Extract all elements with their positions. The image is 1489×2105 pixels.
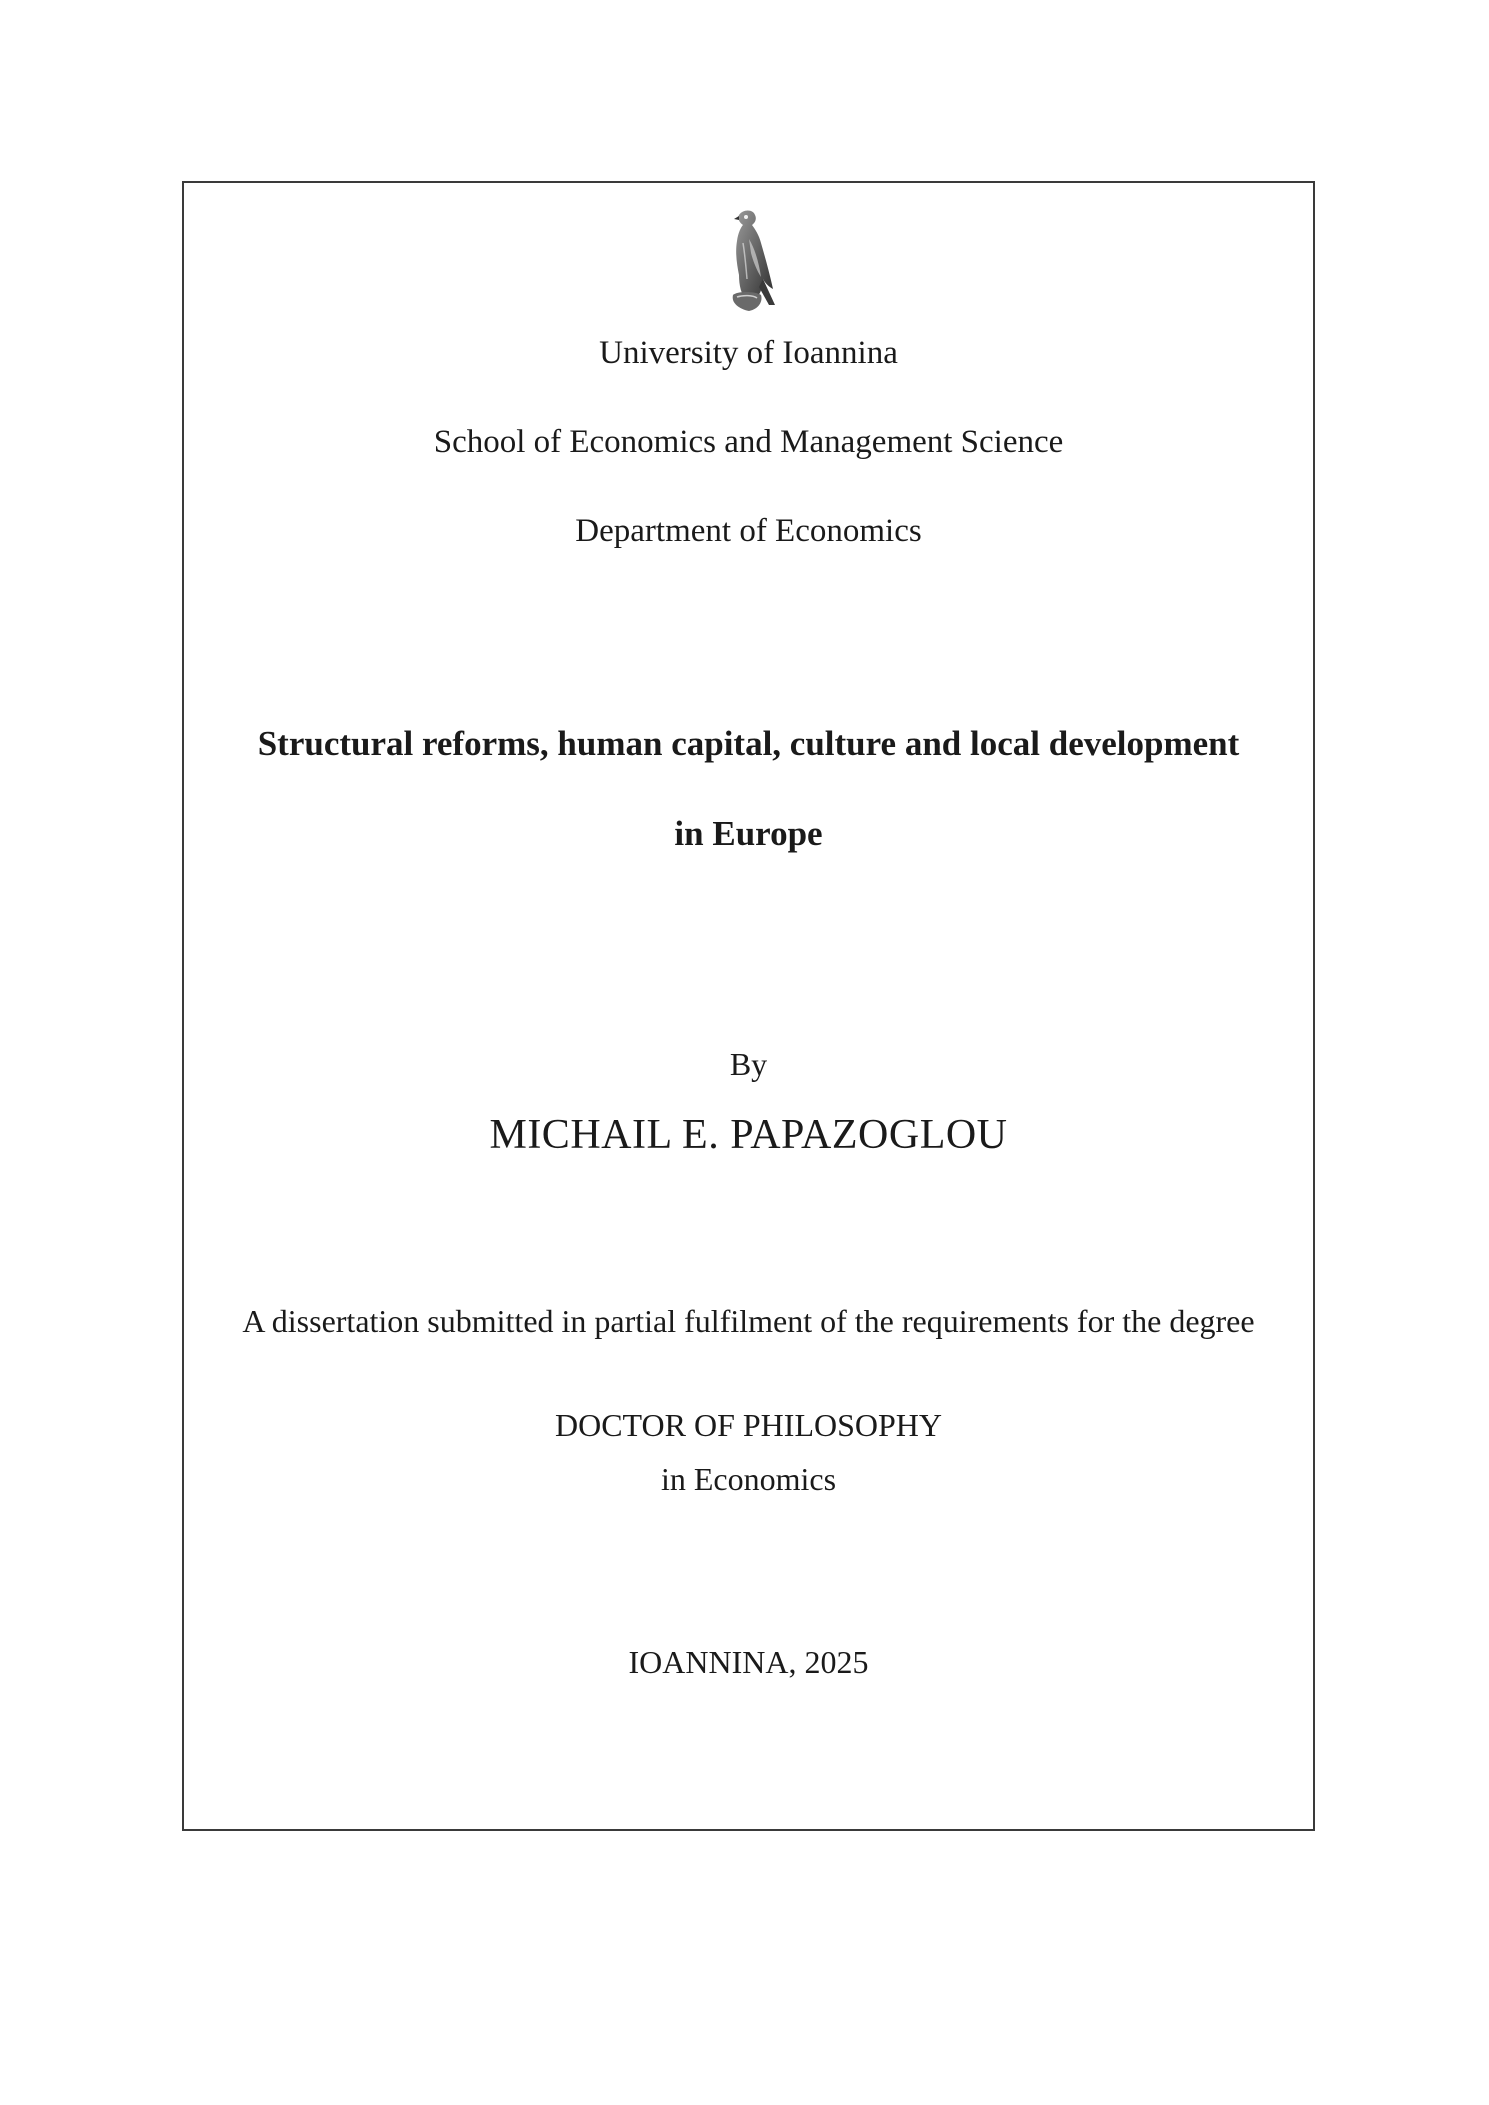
title-page-frame [182,181,1315,1831]
department-name: Department of Economics [575,513,922,549]
owl-emblem-icon [719,209,779,313]
thesis-title-line-1: Structural reforms, human capital, culture and local development [257,724,1240,763]
by-label: By [729,1046,768,1082]
place-and-year: IOANNINA, 2025 [628,1644,869,1680]
degree-field: in Economics [660,1461,837,1497]
university-name: University of Ioannina [599,335,898,371]
school-name: School of Economics and Management Science [433,424,1064,460]
degree-statement: A dissertation submitted in partial fulfilment of the requirements for the degree [242,1303,1255,1339]
author-name: MICHAIL E. PAPAZOGLOU [489,1112,1008,1158]
thesis-title-line-2: in Europe [674,814,823,853]
degree-name: DOCTOR OF PHILOSOPHY [554,1407,943,1443]
